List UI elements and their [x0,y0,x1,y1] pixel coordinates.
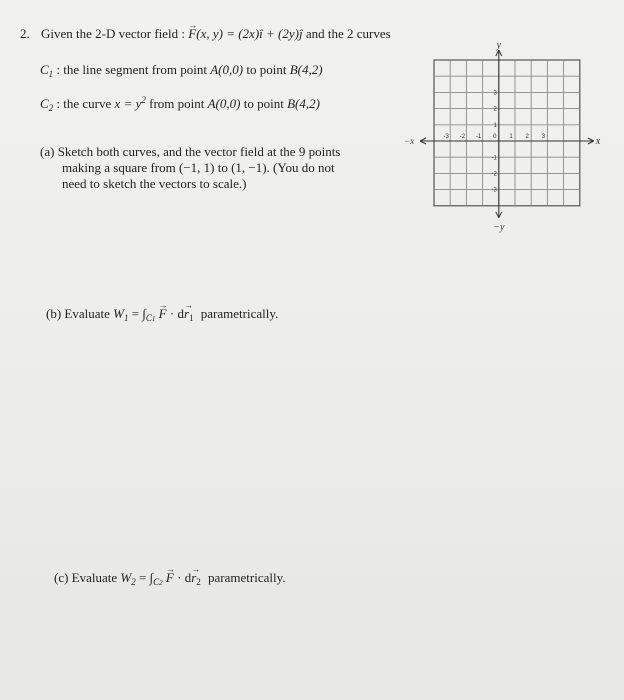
c1-point-b: B(4,2) [289,62,323,77]
part-a-line1 [40,144,340,160]
y-axis-label: y [496,40,502,51]
part-b-suffix: parametrically. [200,306,279,321]
x-tick-label: -3 [443,134,449,140]
part-a-text1: Sketch both curves, and the vector field at the 9 points [57,144,341,159]
part-b-integrand: · d [169,306,184,321]
neg-y-axis-label: −y [493,221,505,233]
part-b-integral: $\int_{C1}$ [142,306,156,323]
field-vector-F: → F [188,26,196,42]
neg-x-axis-label: −x [404,136,415,146]
part-a-line2: making a square from (−1, 1) to (1, −1). (You do not [62,160,335,175]
grid-border [434,60,580,206]
y-tick-label: 3 [493,90,497,97]
part-c: (c) Evaluate $W_2 = \int_{C2} \to F \cdot d\to r_2$ parametrically. [54,570,286,591]
problem-statement [20,26,391,42]
x-tick-label: -2 [459,134,466,140]
part-c-tag: (c) Evaluate [54,570,118,585]
field-equation: (x, y) = (2x)î + (2y)ĵ [196,26,303,41]
part-c-work: $W_2$ [120,570,136,587]
intro-suffix: and the 2 curves [305,26,391,41]
part-b-tag: (b) Evaluate [46,306,110,321]
c2-point-a: A(0,0) [207,96,241,111]
tick-labels [444,91,546,194]
x-tick-label: -1 [475,134,482,140]
y-tick-label: 2 [493,106,497,113]
c2-equation: $x = y^2$ [114,95,146,111]
x-tick-label: 0 [493,134,497,140]
part-b-r: → r [184,306,189,322]
part-b: (b) Evaluate $W_1 = \int_{C1} \to F \cdot d\to r_1$ parametrically. [46,306,278,327]
c1-label: $C_1$ [40,62,54,79]
y-tick-label: 1 [493,122,497,129]
part-c-F: → F [166,570,174,586]
part-c-integral: $\int_{C2}$ [149,570,163,587]
part-a-tag: (a) [40,144,55,159]
c2-desc: : the curve [56,96,112,111]
part-a-line3: need to sketch the vectors to scale.) [62,176,247,191]
c2-to: to point [243,96,284,111]
y-tick-label: -1 [491,155,497,162]
grid-lines [434,60,580,206]
x-tick-label: 3 [541,134,546,140]
part-c-integrand: · d [177,570,192,585]
intro-prefix: Given the 2-D vector field : [41,26,186,41]
x-tick-label: 2 [525,134,529,140]
part-c-suffix: parametrically. [208,570,286,585]
y-tick-label: -3 [491,187,497,194]
part-b-work: $W_1$ [113,306,129,323]
c2-point-b: B(4,2) [287,96,320,111]
c2-label: $C_2$ [40,96,54,113]
curve-c2-definition [40,92,320,116]
c1-desc: : the line segment from point [56,62,207,77]
y-tick-label: -2 [491,171,497,178]
c2-from: from point [149,96,205,111]
c1-point-a: A(0,0) [210,62,244,77]
problem-number: 2. [20,26,30,41]
part-b-F: → F [159,306,167,322]
curve-c1-definition [40,62,323,82]
part-c-r: → r [191,570,196,586]
c1-to: to point [246,62,287,77]
coordinate-grid [400,40,620,240]
x-axis-label: x [595,136,601,147]
x-tick-label: 1 [509,134,513,140]
